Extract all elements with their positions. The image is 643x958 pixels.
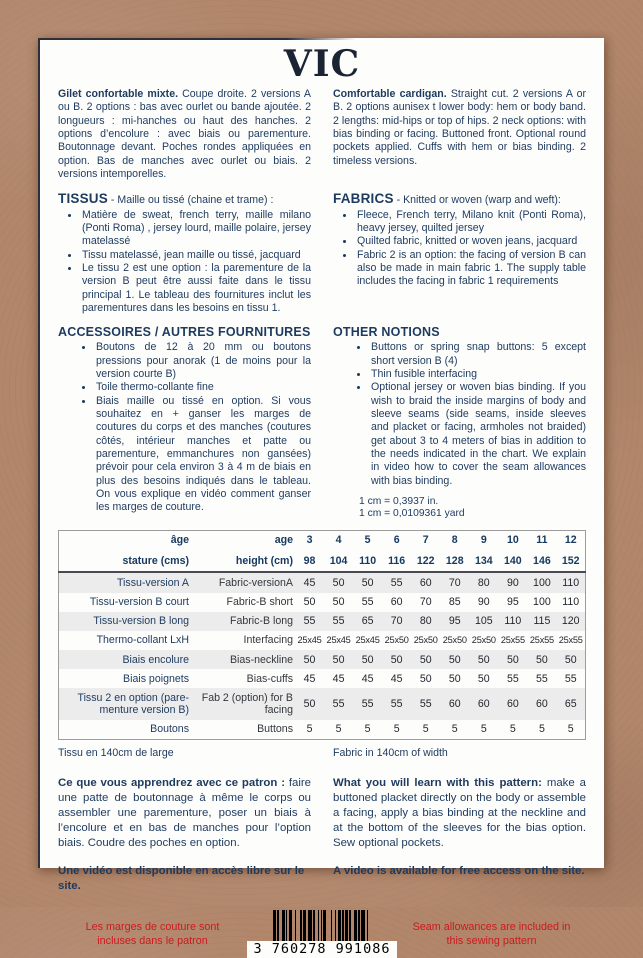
pattern-instruction-sheet [38, 38, 604, 958]
row-label-en: Bias-neckline [229, 653, 293, 666]
cell-value: 60 [477, 697, 490, 710]
cell-value: 50 [477, 653, 490, 666]
tissus-subtitle: - Maille ou tissé (chaine et trame) : [107, 194, 274, 207]
conversion-inches: 1 cm = 0,3937 in. [359, 496, 439, 508]
cell-value: 55 [390, 697, 403, 710]
video-note-en: A video is available for free access on the site. [333, 865, 585, 878]
cell-value: 55 [361, 697, 374, 710]
cell-value: 55 [332, 697, 345, 710]
cell-value: 50 [419, 653, 432, 666]
cell-value: 50 [361, 576, 374, 589]
cell-value: 25x55 [529, 635, 554, 646]
cell-value: 110 [562, 596, 580, 609]
learn-en-text: make a buttoned placket directly on the body or assemble a facing, apply a bias binding at the neckline and at the bottom of the sleeves for the bias option. Sew optional pockets. [333, 777, 586, 849]
list-item: • Fleece, French terry, Milano knit (Ponti Roma), heavy jersey, quilted jersey [355, 209, 586, 236]
list-item: • Matière de sweat, french terry, maille milano (Ponti Roma) , jersey lourd, maille polaire, jersey matelassé [80, 209, 311, 249]
cell-value: 50 [419, 672, 432, 685]
learn-fr-text: faire une patte de boutonnage à même le corps ou assembler une parementure, poser un biais à l’encolure et en bas de manches pour l’option biais. Coudre des poches en option. [58, 777, 311, 849]
intro-fr-text: Coupe droite. 2 versions A ou B. 2 options : bas avec ourlet ou bande ajoutée. 2 longueurs : mi-hanches ou haut des hanches. 2 options d’encolure : avec biais ou parementure. Boutonnage devant. Poches rondes appliquées en option. Bas de manches avec ourlet ou biais. 2 versions intemporelles. [58, 88, 312, 181]
learn-fr-lead: Ce que vous apprendrez avec ce patron : [58, 777, 285, 790]
cell-value: 25x50 [471, 635, 496, 646]
notions-section [58, 325, 586, 520]
cell-value: 25x55 [500, 635, 525, 646]
cell-value: 45 [303, 672, 316, 685]
cell-value: 60 [506, 697, 519, 710]
height-value: 116 [382, 551, 411, 572]
cell-value: 45 [303, 576, 316, 589]
footer-section [58, 910, 586, 958]
cell-value: 90 [506, 576, 519, 589]
cell-value: 45 [361, 672, 374, 685]
age-value: 7 [422, 534, 429, 547]
age-value: 5 [364, 534, 371, 547]
cell-value: 70 [390, 615, 403, 628]
video-note-fr: Une vidéo est disponible en accès libre sur le site. [58, 865, 305, 893]
row-label-fr: Thermo-collant LxH [96, 634, 189, 647]
notions-title: OTHER NOTIONS [333, 324, 440, 339]
cell-value: 5 [451, 723, 458, 736]
fabrics-heading [333, 190, 586, 207]
cell-value: 25x55 [558, 635, 583, 646]
cell-value: 25x50 [442, 635, 467, 646]
row-label-fr: Biais encolure [122, 653, 189, 666]
table-row [59, 572, 586, 592]
fabric-width-fr: Tissu en 140cm de large [58, 746, 174, 759]
table-row [59, 688, 586, 719]
table-row [59, 612, 586, 631]
cell-value: 25x45 [297, 635, 322, 646]
header-age-fr: âge [170, 534, 189, 547]
fabrics-subtitle: - Knitted or woven (warp and weft): [393, 194, 561, 207]
cell-value: 60 [419, 576, 432, 589]
cell-value: 50 [477, 672, 490, 685]
accessoires-heading [58, 325, 311, 341]
conversion-yards: 1 cm = 0,0109361 yard [359, 507, 465, 519]
learn-en [333, 776, 586, 894]
cell-value: 115 [533, 615, 551, 628]
section-accessoires [58, 325, 311, 520]
intro-en-lead: Comfortable cardigan. [333, 88, 447, 100]
cell-value: 45 [390, 672, 403, 685]
row-label-en: Fabric-B long [230, 615, 293, 628]
cell-value: 25x50 [384, 635, 409, 646]
list-item: • Boutons de 12 à 20 mm ou boutons pressions pour anorak (1 de moins pour la version courte B) [94, 341, 311, 381]
height-value: 98 [295, 551, 324, 572]
cell-value: 120 [561, 615, 580, 628]
cell-value: 50 [448, 672, 461, 685]
learn-section [58, 776, 586, 894]
fabric-width-note [58, 747, 586, 760]
cell-value: 50 [390, 653, 403, 666]
fabrics-title: FABRICS [333, 191, 394, 207]
header-height-fr: stature (cms) [59, 551, 192, 572]
section-other-notions [333, 325, 586, 520]
cell-value: 50 [303, 697, 316, 710]
height-value: 104 [324, 551, 353, 572]
fabric-width-en: Fabric in 140cm of width [333, 746, 448, 759]
tissus-list [58, 209, 311, 316]
size-table-header [59, 530, 586, 572]
fabrics-list [333, 209, 586, 289]
cell-value: 105 [474, 615, 493, 628]
cell-value: 55 [303, 615, 316, 628]
cell-value: 95 [448, 615, 461, 628]
cell-value: 55 [419, 697, 432, 710]
cell-value: 90 [477, 596, 490, 609]
cell-value: 60 [448, 697, 461, 710]
learn-paragraph-en [333, 776, 586, 850]
cell-value: 65 [361, 615, 374, 628]
cell-value: 70 [448, 576, 461, 589]
cell-value: 5 [509, 723, 516, 736]
notions-heading [333, 325, 586, 341]
list-item: • Toile thermo-collante fine [94, 381, 311, 394]
age-value: 8 [451, 534, 458, 547]
size-table-body [59, 572, 586, 739]
barcode [247, 910, 397, 958]
list-item: • Le tissu 2 est une option : la parementure de la version B peut être aussi faite dans le tissu principal 1. Le tableau des fournitures inclut les parementures dans les besoins en tissu 1. [80, 262, 311, 315]
cell-value: 60 [390, 596, 403, 609]
cell-value: 55 [506, 672, 519, 685]
fabrics-section [58, 190, 586, 315]
cell-value: 100 [533, 596, 551, 609]
cell-value: 55 [390, 576, 403, 589]
row-label-fr: Tissu-version B long [93, 615, 189, 628]
cell-value: 5 [480, 723, 487, 736]
page-title: VIC [283, 43, 361, 85]
cell-value: 50 [564, 653, 577, 666]
section-tissus [58, 190, 311, 315]
row-label-en: Fab 2 (option) for B facing [201, 691, 293, 717]
header-age-en: age [274, 534, 293, 547]
cell-value: 55 [536, 672, 548, 685]
table-row [59, 593, 586, 612]
row-label-fr: Tissu-version B court [89, 596, 189, 609]
size-requirements-table [58, 530, 586, 740]
table-row [59, 720, 586, 740]
cell-value: 5 [306, 723, 313, 736]
barcode-number: 3 760278 991086 [247, 941, 397, 958]
cell-value: 5 [393, 723, 400, 736]
age-value: 6 [393, 534, 400, 547]
header-height-en: height (cm) [191, 551, 295, 572]
cell-value: 100 [533, 576, 551, 589]
intro-section [58, 88, 586, 181]
row-label-en: Fabric-versionA [218, 576, 293, 589]
cell-value: 25x45 [326, 635, 351, 646]
cell-value: 55 [332, 615, 345, 628]
cell-value: 50 [536, 653, 548, 666]
accessoires-title: ACCESSOIRES / AUTRES FOURNITURES [58, 324, 311, 339]
seam-allowance-note-fr: Les marges de couture sont incluses dans le patron [85, 921, 220, 948]
cell-value: 25x45 [355, 635, 380, 646]
table-row [59, 669, 586, 688]
learn-paragraph-fr [58, 776, 311, 850]
intro-en-text: Straight cut. 2 versions A or B. 2 options aunisex t lower body: hem or body band. 2 lengths: mid-hips or top of hips. 2 neck options: with bias binding or facing. Buttoned front. Optional round pockets applied. Cuffs with hem or bias binding. 2 timeless versions. [333, 88, 586, 167]
accessoires-list [58, 341, 311, 514]
list-item: • Biais maille ou tissé en option. Si vous souhaitez en + ganser les marges de coutures du corps et des manches (coutures côtés, intérieur manches et patte ou parementure, emmanchures non gansées) prévoir pour cela environ 3 à 4 m de biais en plus des besoins indiqués dans le tableau. On vous explique en vidéo comment ganser les marges de couture. [94, 395, 311, 515]
cell-value: 50 [303, 653, 316, 666]
height-value: 110 [353, 551, 382, 572]
height-value: 146 [527, 551, 556, 572]
cell-value: 5 [364, 723, 371, 736]
row-label-fr: Tissu 2 en option (parementure version B) [77, 691, 189, 717]
table-row [59, 650, 586, 669]
cell-value: 85 [448, 596, 461, 609]
intro-paragraph-en [333, 88, 586, 181]
age-value: 12 [564, 534, 577, 547]
intro-paragraph-fr [58, 88, 311, 181]
cell-value: 5 [567, 723, 574, 736]
cell-value: 55 [564, 672, 577, 685]
learn-en-lead: What you will learn with this pattern: [333, 777, 542, 790]
row-label-en: Fabric-B short [226, 596, 293, 609]
age-value: 11 [536, 534, 548, 547]
row-label-fr: Boutons [150, 723, 189, 736]
cell-value: 5 [538, 723, 545, 736]
cell-value: 25x50 [413, 635, 438, 646]
tissus-heading [58, 190, 311, 207]
list-item: • Tissu matelassé, jean maille ou tissé, jacquard [80, 249, 311, 262]
list-item: • Buttons or spring snap buttons: 5 except short version B (4) [369, 341, 586, 368]
list-item: • Quilted fabric, knitted or woven jeans, jacquard [355, 235, 586, 248]
list-item: • Thin fusible interfacing [369, 368, 586, 381]
cell-value: 80 [419, 615, 432, 628]
row-label-en: Bias-cuffs [246, 672, 293, 685]
tissus-title: TISSUS [58, 191, 108, 207]
unit-conversion-note [359, 496, 586, 520]
cell-value: 50 [506, 653, 519, 666]
age-value: 3 [306, 534, 313, 547]
table-row [59, 551, 586, 572]
height-value: 128 [440, 551, 469, 572]
table-row [59, 631, 586, 650]
seam-allowance-note-en: Seam allowances are included in this sewing pattern [412, 921, 571, 948]
learn-fr [58, 776, 311, 894]
row-label-en: Interfacing [243, 634, 293, 647]
list-item: • Optional jersey or woven bias binding. If you wish to braid the inside margins of body and sleeve seams (side seams, inside sleeves and placket or facing, armholes not braided) get about 3 to 4 meters of bias in addition to the needs indicated in the chart. We explain in video how to cover the seam allowances with bias binding. [369, 381, 586, 488]
intro-fr-lead: Gilet confortable mixte. [58, 88, 179, 100]
cell-value: 50 [332, 576, 345, 589]
height-value: 122 [411, 551, 440, 572]
cell-value: 70 [419, 596, 432, 609]
age-value: 10 [506, 534, 519, 547]
cell-value: 50 [448, 653, 461, 666]
height-value: 140 [498, 551, 527, 572]
height-value: 134 [469, 551, 498, 572]
section-fabrics [333, 190, 586, 315]
height-value: 152 [556, 551, 585, 572]
notions-list [333, 341, 586, 488]
cell-value: 95 [506, 596, 519, 609]
table-row [59, 530, 586, 551]
row-label-en: Buttons [257, 723, 293, 736]
cell-value: 55 [361, 596, 374, 609]
row-label-fr: Biais poignets [123, 672, 189, 685]
age-value: 9 [480, 534, 487, 547]
cell-value: 50 [303, 596, 316, 609]
cell-value: 65 [564, 697, 577, 710]
cell-value: 50 [332, 596, 345, 609]
row-label-fr: Tissu-version A [116, 576, 189, 589]
cell-value: 50 [332, 653, 345, 666]
cell-value: 110 [504, 615, 522, 628]
cell-value: 5 [422, 723, 429, 736]
cell-value: 45 [332, 672, 345, 685]
list-item: • Fabric 2 is an option: the facing of version B can also be made in main fabric 1. The supply table includes the facing in fabric 1 requirements [355, 249, 586, 289]
cell-value: 110 [562, 576, 580, 589]
cell-value: 60 [536, 697, 548, 710]
cell-value: 5 [335, 723, 342, 736]
cell-value: 50 [361, 653, 374, 666]
cell-value: 80 [477, 576, 490, 589]
age-value: 4 [335, 534, 342, 547]
